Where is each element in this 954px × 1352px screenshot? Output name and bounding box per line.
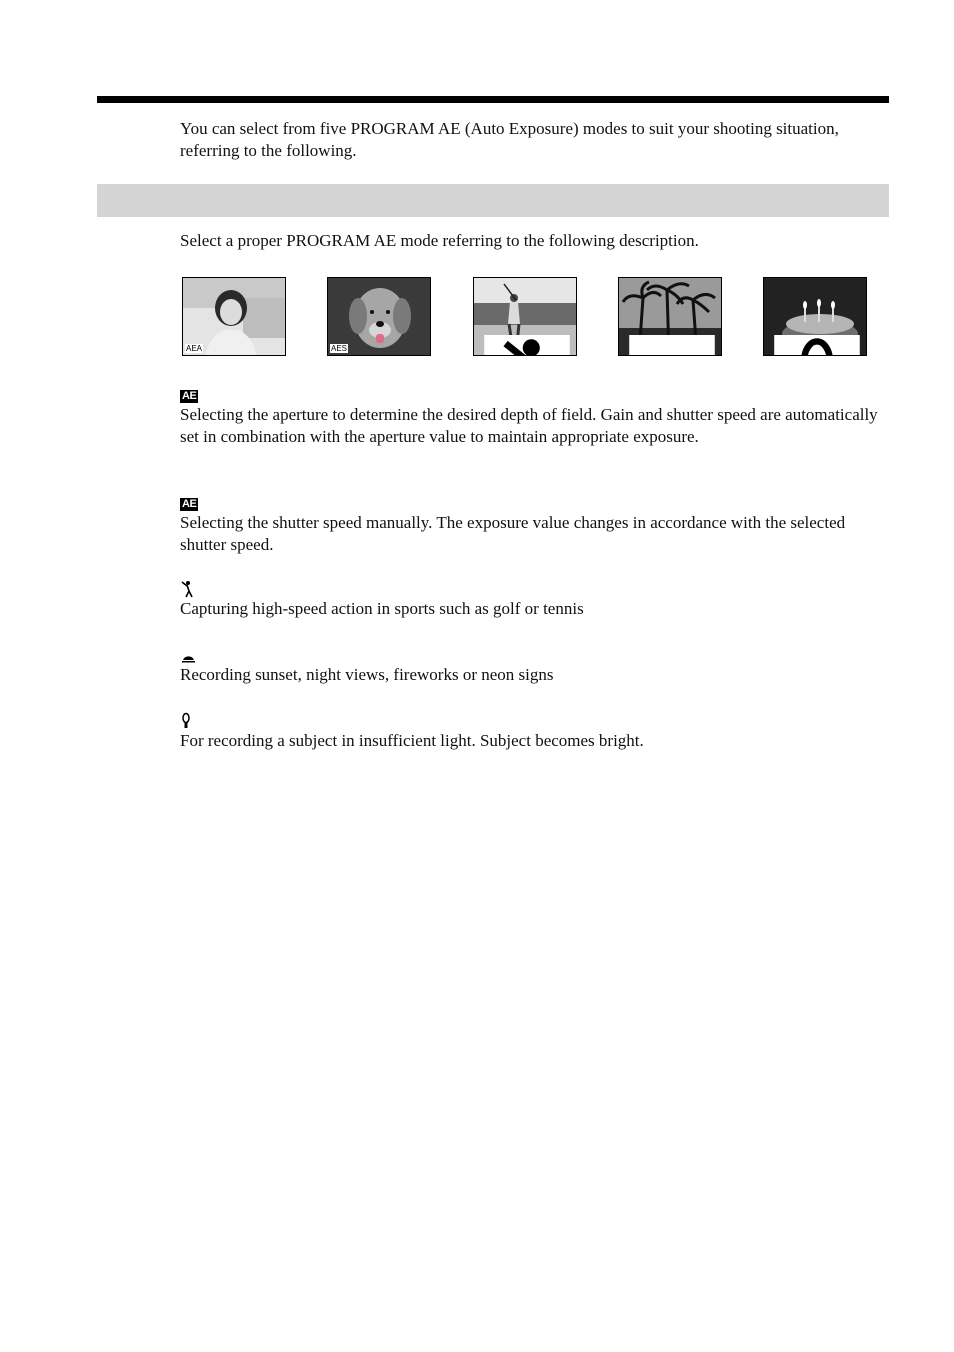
sports-icon <box>180 580 880 598</box>
sunset-moon-icon <box>621 335 641 353</box>
ae-badge: AE <box>182 390 197 402</box>
select-instruction: Select a proper PROGRAM AE mode referring to the following description. <box>180 231 699 250</box>
section-header-band <box>97 184 889 217</box>
thumbnail-dog <box>327 277 431 356</box>
thumbnail-golfer <box>473 277 577 356</box>
top-rule <box>97 96 889 103</box>
thumbnail-label: AEA <box>186 344 203 353</box>
mode-description: Selecting the aperture to determine the desired depth of field. Gain and shutter speed are automatically set in combination with the aperture value to maintain appropriate exposure. <box>180 405 878 446</box>
sunset-moon-icon <box>180 646 880 664</box>
ae-badge: AE <box>182 498 197 510</box>
thumbnail-sunset <box>618 277 722 356</box>
aperture-priority-icon <box>180 386 880 404</box>
mode-description: For recording a subject in insufficient light. Subject becomes bright. <box>180 731 644 750</box>
thumbnail-label: AES <box>331 344 348 353</box>
mode-aperture-priority <box>180 386 880 448</box>
intro-paragraph: You can select from five PROGRAM AE (Auto Exposure) modes to suit your shooting situation, referring to the following. <box>180 119 839 160</box>
mode-sunset-moon <box>180 646 880 686</box>
mode-low-lux <box>180 712 880 752</box>
mode-shutter-priority <box>180 494 880 556</box>
thumbnail-portrait <box>182 277 286 356</box>
mode-description: Recording sunset, night views, fireworks or neon signs <box>180 665 554 684</box>
shutter-priority-icon <box>180 494 880 512</box>
low-lux-icon <box>180 712 880 730</box>
thumbnail-candle-cake <box>763 277 867 356</box>
low-lux-icon <box>766 335 786 353</box>
mode-description: Selecting the shutter speed manually. The exposure value changes in accordance with the selected shutter speed. <box>180 513 846 554</box>
sports-icon <box>476 335 496 353</box>
mode-description: Capturing high-speed action in sports such as golf or tennis <box>180 599 584 618</box>
mode-sports <box>180 580 880 620</box>
